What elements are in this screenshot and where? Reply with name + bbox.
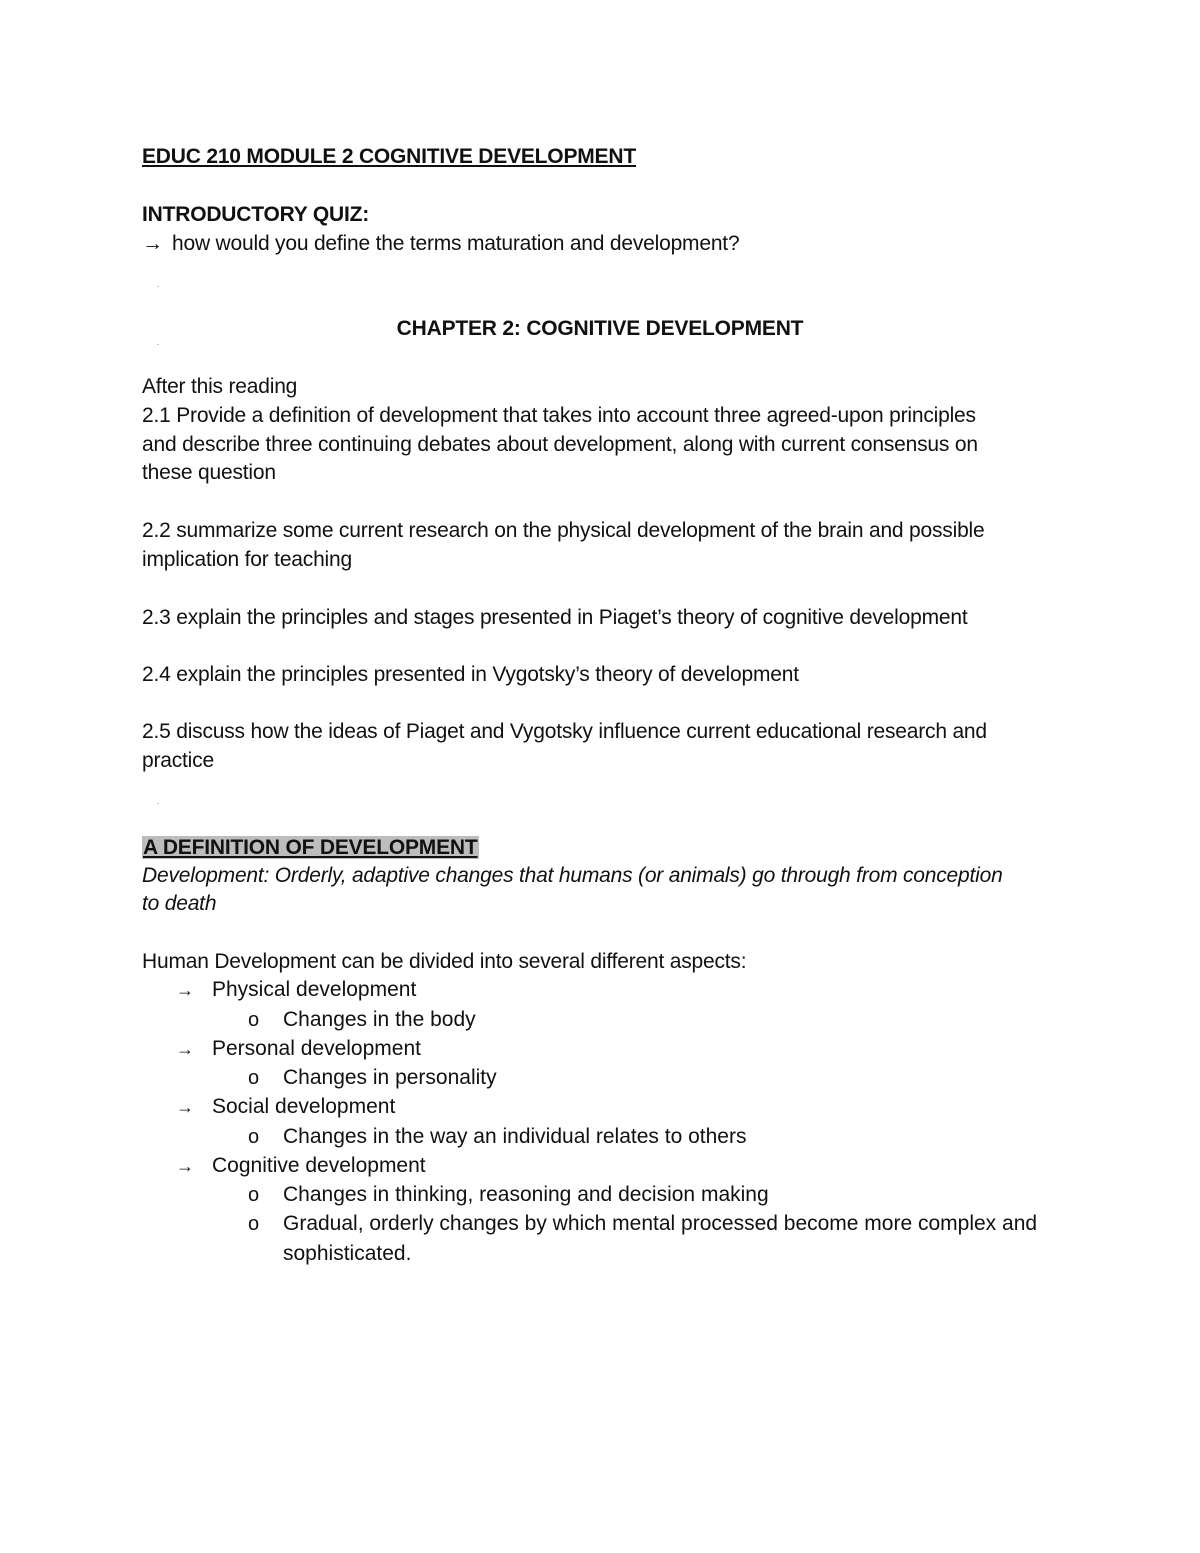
section-heading-line [142, 833, 479, 862]
arrow-bullet-icon: → [176, 1097, 194, 1117]
circle-bullet-icon: o [248, 1213, 260, 1235]
aspect-label: Personal development [212, 1037, 421, 1060]
objectives-intro: After this reading [142, 375, 298, 398]
list-item [248, 1063, 497, 1093]
list-item [248, 1122, 746, 1152]
paragraph-mark [157, 803, 159, 804]
aspect-detail-continuation: sophisticated. [283, 1242, 412, 1265]
aspects-intro: Human Development can be divided into several different aspects: [142, 950, 747, 973]
chapter-title: CHAPTER 2: COGNITIVE DEVELOPMENT [396, 317, 804, 340]
aspect-detail: Changes in the body [283, 1008, 476, 1031]
definition-line-2: to death [142, 892, 217, 915]
list-item [176, 1034, 421, 1064]
paragraph-mark [157, 286, 159, 287]
objective-2-1-line-1: 2.1 Provide a definition of development that takes into account three agreed-upon principles [142, 404, 976, 427]
aspect-label: Cognitive development [212, 1154, 426, 1177]
aspect-detail: Changes in personality [283, 1066, 497, 1089]
objective-2-2-line-1: 2.2 summarize some current research on the physical development of the brain and possible [142, 519, 985, 542]
aspect-label: Physical development [212, 978, 417, 1001]
circle-bullet-icon: o [248, 1184, 260, 1206]
paragraph-mark [157, 344, 159, 345]
aspect-detail: Changes in thinking, reasoning and decision making [283, 1183, 769, 1206]
list-item [176, 1092, 395, 1122]
list-item [248, 1180, 769, 1210]
section-heading: A DEFINITION OF DEVELOPMENT [143, 836, 478, 859]
list-item [248, 1005, 476, 1035]
arrow-bullet-icon: → [176, 1039, 194, 1059]
definition-line-1: Development: Orderly, adaptive changes that humans (or animals) go through from conception [142, 864, 1003, 887]
quiz-question: how would you define the terms maturation and development? [172, 232, 740, 255]
arrow-bullet-icon: → [176, 1156, 194, 1176]
course-title: EDUC 210 MODULE 2 COGNITIVE DEVELOPMENT [142, 145, 636, 168]
list-item [176, 1151, 426, 1181]
objective-2-3: 2.3 explain the principles and stages presented in Piaget’s theory of cognitive development [142, 606, 968, 629]
objective-2-5-line-1: 2.5 discuss how the ideas of Piaget and Vygotsky influence current educational research and [142, 720, 987, 743]
objective-2-5-line-2: practice [142, 749, 214, 772]
arrow-bullet-icon: → [176, 980, 194, 1000]
aspect-detail: Changes in the way an individual relates to others [283, 1125, 747, 1148]
quiz-question-line [142, 229, 739, 258]
list-item [176, 975, 416, 1005]
objective-2-1-line-3: these question [142, 461, 276, 484]
objective-2-2-line-2: implication for teaching [142, 548, 352, 571]
aspect-detail: Gradual, orderly changes by which mental processed become more complex and [283, 1212, 1038, 1235]
aspect-label: Social development [212, 1095, 396, 1118]
arrow-icon: → [142, 232, 163, 255]
circle-bullet-icon: o [248, 1009, 260, 1031]
list-item [248, 1209, 1037, 1239]
circle-bullet-icon: o [248, 1126, 260, 1148]
objective-2-4: 2.4 explain the principles presented in Vygotsky’s theory of development [142, 663, 799, 686]
objective-2-1-line-2: and describe three continuing debates about development, along with current consensus on [142, 433, 978, 456]
quiz-heading: INTRODUCTORY QUIZ: [142, 203, 370, 226]
circle-bullet-icon: o [248, 1067, 260, 1089]
